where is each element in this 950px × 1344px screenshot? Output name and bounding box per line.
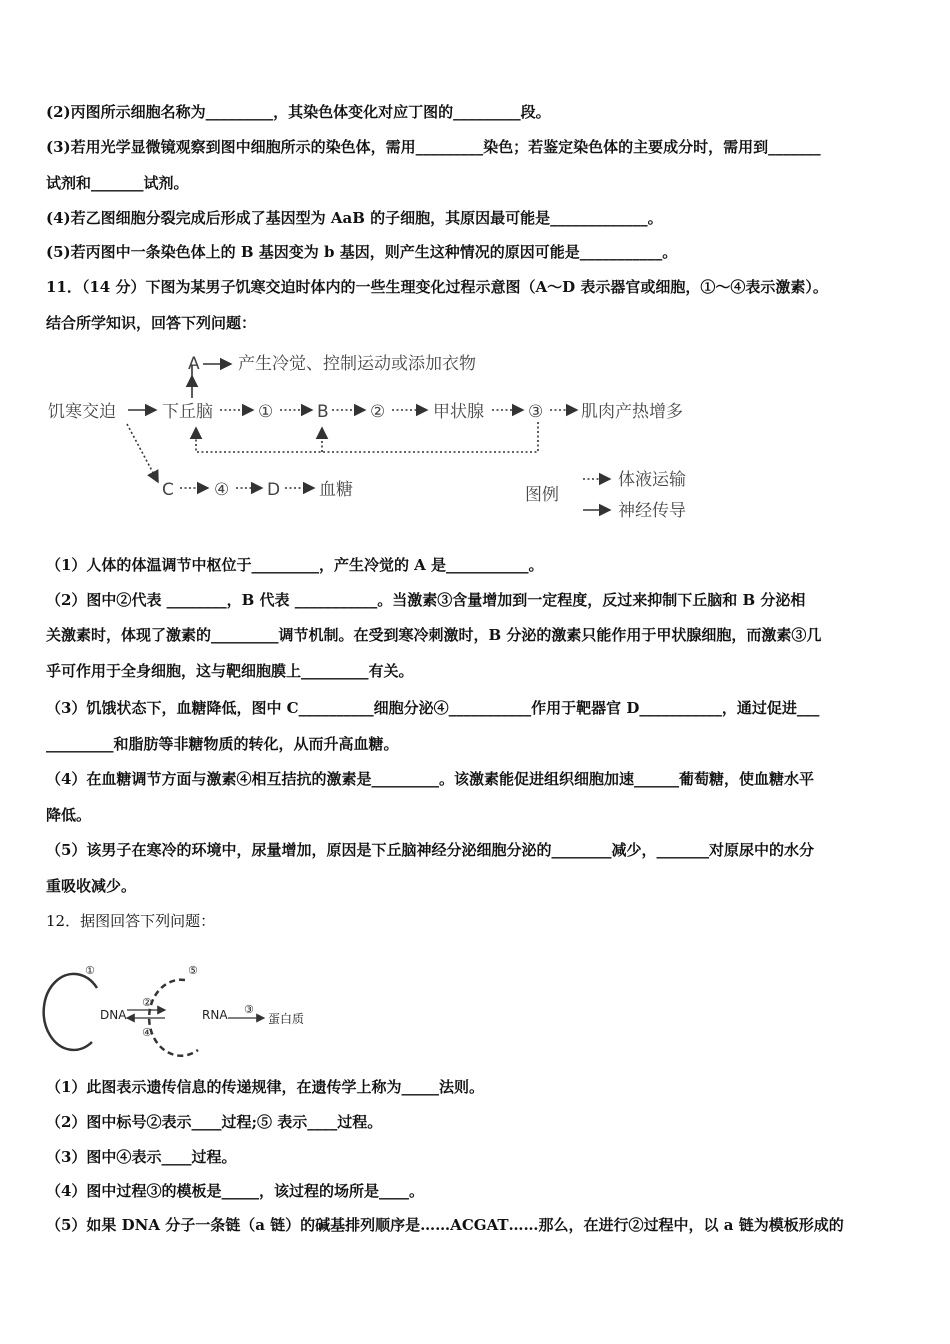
q12-sub-3: （3）图中④表示____过程。	[46, 1148, 237, 1166]
label-rna: RNA	[202, 1008, 228, 1022]
node-b: B	[317, 402, 329, 422]
q11-sub-5: （5）该男子在寒冷的环境中，尿量增加，原因是下丘脑神经分泌细胞分泌的________减少，_______对原尿中的水分	[46, 841, 814, 859]
q11-header: 11．（14 分）下图为某男子饥寒交迫时体内的一些生理变化过程示意图（A～D 表示器官或细胞，①～④表示激素）。	[46, 278, 828, 296]
q11-sub-3b: _________和脂肪等非糖物质的转化，从而升高血糖。	[46, 735, 399, 753]
q11-sub-4: （4）在血糖调节方面与激素④相互拮抗的激素是_________。该激素能促进组织细胞加速______葡萄糖，使血糖水平	[46, 770, 814, 788]
q11-sub-2: （2）图中②代表 ________，B 代表 ___________。当激素③含量增加到一定程度，反过来抑制下丘脑和 B 分泌相	[46, 591, 806, 609]
legend-title: 图例	[525, 485, 559, 505]
label-dna: DNA	[100, 1008, 127, 1022]
node-c: C	[162, 480, 174, 500]
legend-nerve-label: 神经传导	[618, 501, 686, 521]
q12-header: 12．据图回答下列问题：	[46, 912, 216, 930]
node-a: A	[188, 354, 200, 374]
q11-diagram	[0, 340, 950, 530]
q12-sub-4: （4）图中过程③的模板是_____，该过程的场所是____。	[46, 1182, 424, 1200]
q10-line-5: (5)若丙图中一条染色体上的 B 基因变为 b 基因，则产生这种情况的原因可能是___________。	[46, 243, 678, 261]
node-a-effect: 产生冷觉、控制运动或添加衣物	[238, 354, 476, 374]
label-n2: ②	[142, 996, 152, 1009]
q11-sub-1: （1）人体的体温调节中枢位于_________，产生冷觉的 A 是___________。	[46, 556, 544, 574]
q12-sub-1: （1）此图表示遗传信息的传递规律，在遗传学上称为_____法则。	[46, 1078, 484, 1096]
q11-sub-4b: 降低。	[46, 806, 92, 824]
node-hunger-cold: 饥寒交迫	[48, 402, 116, 422]
q11-sub-3: （3）饥饿状态下，血糖降低，图中 C__________细胞分泌④___________作用于靶器官 D___________，通过促进___	[46, 699, 820, 717]
q11-sub-2b: 关激素时，体现了激素的_________调节机制。在受到寒冷刺激时，B 分泌的激素只能作用于甲状腺细胞，而激素③几	[46, 626, 822, 644]
node-thyroid: 甲状腺	[433, 402, 484, 422]
node-hormone-3: ③	[528, 402, 544, 422]
label-n4: ④	[142, 1026, 152, 1039]
q11-sub-5b: 重吸收减少。	[46, 877, 137, 895]
label-n1: ①	[85, 964, 95, 977]
q10-line-2: (2)丙图所示细胞名称为_________，其染色体变化对应丁图的_________段。	[46, 103, 551, 121]
node-d: D	[267, 480, 281, 500]
label-n3: ③	[244, 1003, 254, 1016]
replication-loop	[44, 974, 97, 1050]
q10-line-3: (3)若用光学显微镜观察到图中细胞所示的染色体，需用_________染色；若鉴定染色体的主要成分时，需用到_______	[46, 138, 821, 156]
node-muscle-heat: 肌肉产热增多	[581, 402, 683, 422]
q10-line-4: (4)若乙图细胞分裂完成后形成了基因型为 AaB 的子细胞，其原因最可能是_____________。	[46, 209, 663, 227]
label-protein: 蛋白质	[268, 1012, 305, 1026]
node-blood-glucose: 血糖	[319, 480, 353, 500]
label-n5: ⑤	[188, 964, 198, 977]
q10-line-3b: 试剂和_______试剂。	[46, 174, 189, 192]
node-hormone-1: ①	[258, 402, 274, 422]
q11-sub-2c: 乎可作用于全身细胞，这与靶细胞膜上_________有关。	[46, 662, 414, 680]
legend-fluid-label: 体液运输	[618, 470, 686, 490]
node-hormone-4: ④	[214, 480, 230, 500]
node-hypothalamus: 下丘脑	[162, 402, 213, 422]
q12-sub-2: （2）图中标号②表示____过程;⑤ 表示____过程。	[46, 1113, 383, 1131]
node-hormone-2: ②	[370, 402, 386, 422]
q11-header-2: 结合所学知识，回答下列问题：	[46, 314, 257, 332]
q12-diagram	[0, 950, 400, 1060]
q12-sub-5: （5）如果 DNA 分子一条链（a 链）的碱基排列顺序是……ACGAT……那么，在进行②过程中，以 a 链为模板形成的	[46, 1216, 844, 1234]
